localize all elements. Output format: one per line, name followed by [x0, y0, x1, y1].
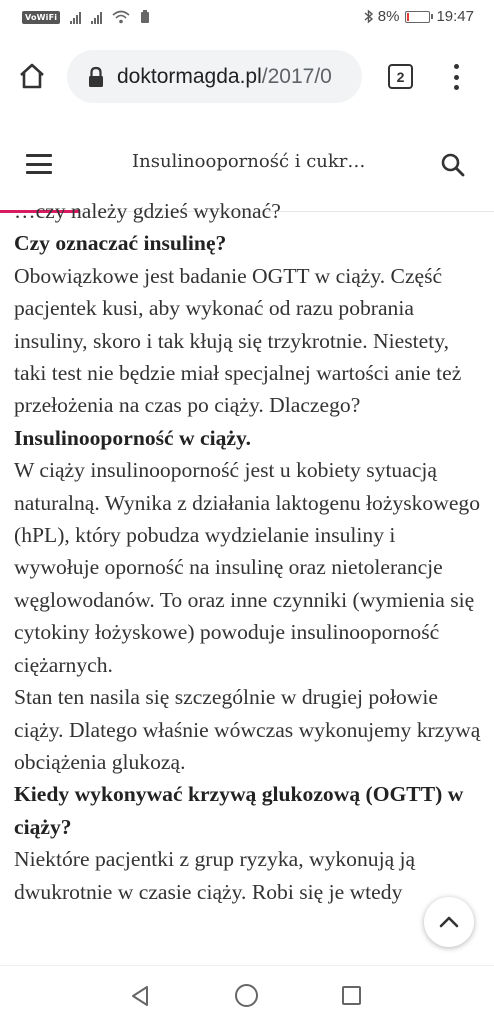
home-button[interactable]: [14, 58, 50, 94]
url-domain: doktormagda.pl: [117, 64, 262, 88]
chevron-up-icon: [439, 915, 459, 929]
more-vert-icon[interactable]: [446, 60, 466, 94]
article-heading: Czy oznaczać insulinę?: [14, 231, 227, 256]
battery-icon: [405, 11, 430, 23]
battery-percent: 8%: [377, 8, 400, 25]
signal-icon: [70, 11, 81, 24]
page-title: Insulinooporność i cukr…: [132, 151, 366, 172]
status-left: [22, 10, 150, 24]
status-bar: [0, 0, 494, 36]
article-paragraph: Stan ten nasila się szczególnie w drugiej połowie ciąży. Dlatego właśnie wówczas wykonujemy krzywą obciążenia glukozą.: [14, 685, 481, 774]
wifi-icon: [112, 10, 130, 24]
article-heading: Insulinooporność w ciąży.: [14, 425, 251, 450]
system-nav-bar: [0, 965, 494, 1024]
lock-icon: [87, 66, 105, 88]
article-paragraph: Niektóre pacjentki z grup ryzyka, wykonują ją dwukrotnie w czasie ciąży. Robi się je wtedy: [14, 847, 416, 904]
battery-fill: [407, 13, 409, 21]
article-heading: Kiedy wykonywać krzywą glukozową (OGTT) w ciąży?: [14, 782, 464, 839]
scroll-to-top-button[interactable]: [424, 897, 474, 947]
url-bar[interactable]: [67, 50, 362, 103]
home-icon: [18, 62, 46, 90]
article-paragraph: Obowiązkowe jest badanie OGTT w ciąży. Część pacjentek kusi, aby wykonać od razu pobrania insuliny, skoro i tak kłują się trzykrotnie. Niestety, taki test nie będzie miał specjalnej wartości anie też przełożenia na czas po ciąży. Dlaczego?: [14, 263, 462, 418]
article-body: [14, 195, 484, 908]
recent-apps-icon[interactable]: [342, 986, 361, 1005]
article-paragraph: W ciąży insulinooporność jest u kobiety sytuacją naturalną. Wynika z działania laktogenu łożyskowego (hPL), który pobudza wydzielanie insuliny i wywołuje oporność na insulinę oraz nietolerancje węglowodanów. To oraz inne czynniki (wymienia się cytokiny łożyskowe) powoduje insulinooporność ciężarnych.: [14, 458, 481, 677]
volte-icon: VoWiFi: [22, 11, 60, 24]
bluetooth-icon: [364, 9, 374, 24]
article-cut-line: …czy należy gdzieś wykonać?: [14, 199, 281, 223]
search-icon[interactable]: [440, 152, 466, 178]
home-circle-icon[interactable]: [235, 984, 258, 1007]
signal-icon: [91, 11, 102, 24]
url-text: [117, 65, 332, 89]
browser-toolbar: [0, 36, 494, 118]
article-viewport: [0, 199, 494, 965]
clock: 19:47: [436, 8, 474, 25]
url-path: /2017/0: [261, 64, 332, 88]
tab-switcher-button[interactable]: 2: [388, 64, 413, 89]
back-icon[interactable]: [130, 985, 150, 1007]
battery-saver-icon: [140, 10, 150, 24]
hamburger-menu-icon[interactable]: [26, 154, 52, 174]
status-right: [364, 8, 474, 25]
